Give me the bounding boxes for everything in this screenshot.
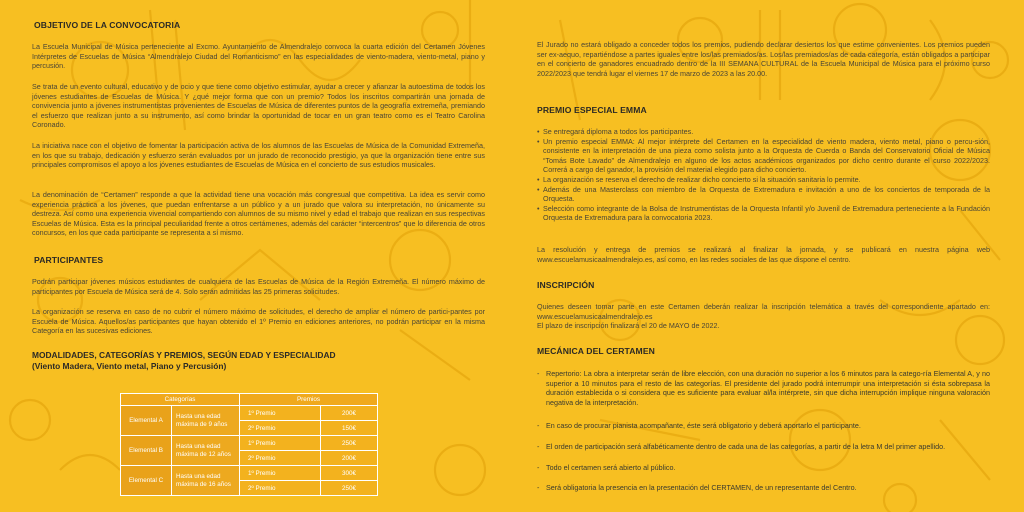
objetivo-paragraph-1: La Escuela Municipal de Música perteneciente al Excmo. Ayuntamiento de Almendralejo convoca la cuarta edición del Certamen Jóvenes Intérpretes de Escuelas de Música “Almendralejo Ciudad del Romanticismo” en las especialidades de viento-madera, viento-metal, piano y percusión. <box>32 42 485 71</box>
list-item: - Será obligatoria la presencia en la presentación del CERTAMEN, de un representante del Centro. <box>537 483 990 493</box>
list-item: • Se entregará diploma a todos los participantes. <box>537 127 990 137</box>
prizes-table <box>120 393 378 496</box>
inscripcion-paragraph: Quienes deseen tomar parte en este Certamen deberán realizar la inscripción telemática a través del correspondiente apartado en: www.escuelamusicaalmendralejo.es <box>537 302 990 321</box>
prize-label-cell: 1º Premio <box>240 466 321 481</box>
prize-value-cell: 250€ <box>321 481 378 496</box>
prize-label-cell: 1º Premio <box>240 436 321 451</box>
mecanica-list <box>537 369 990 493</box>
inscripcion-deadline: El plazo de inscripción finalizará el 20 de MAYO de 2022. <box>537 321 720 330</box>
jurado-paragraph: El Jurado no estará obligado a conceder todos los premios, pudiendo declarar desiertos los que estime convenientes. Los premios pueden ser ex-aequo, repartiéndose a partes iguales entre los/las premiados/as. Los/las premiados/as de cada categoría, están obligados a participar en el concierto de ganadores encuadrado dentro de la III SEMANA CULTURAL de la Escuela Municipal de Música para el próximo curso 2022/2023 que tendrá lugar el viernes 17 de marzo de 2023 a las 20.00. <box>537 40 990 78</box>
list-item: - Todo el certamen será abierto al público. <box>537 463 990 473</box>
age-cell: Hasta una edad máxima de 12 años <box>172 436 240 466</box>
prize-label-cell: 2º Premio <box>240 451 321 466</box>
prize-value-cell: 150€ <box>321 421 378 436</box>
category-cell: Elemental C <box>121 466 172 496</box>
prize-label-cell: 2º Premio <box>240 481 321 496</box>
age-cell: Hasta una edad máxima de 16 años <box>172 466 240 496</box>
list-item: • Además de una Masterclass con miembro de la Orquesta de Extremadura e invitación a uno de los conciertos de temporada de la Orquesta. <box>537 185 990 204</box>
section-title-modalidades: MODALIDADES, CATEGORÍAS Y PREMIOS, SEGÚN EDAD Y ESPECIALIDAD <box>32 350 336 360</box>
list-item: - En caso de procurar pianista acompañante, éste será obligatorio y deberá aportarlo el participante. <box>537 421 990 431</box>
prize-value-cell: 200€ <box>321 451 378 466</box>
prize-value-cell: 250€ <box>321 436 378 451</box>
list-item: • Selección como integrante de la Bolsa de Instrumentistas de la Orquesta Infantil y/o Juvenil de Extremadura perteneciente a la Fundación Orquesta de Extremadura para la convocatoria 2023. <box>537 204 990 223</box>
category-cell: Elemental B <box>121 436 172 466</box>
list-item: • Un premio especial EMMA: Al mejor intérprete del Certamen en la especialidad de viento madera, viento metal, piano o percu-sión, consistente en la interpretación de una pieza como solista junto a la Orquesta de Cuerda o Banda del Conservatorio Oficial de Música “Tomás Bote Lavado” de Almendralejo en alguno de los actos académicos organizados por dicho centro durante el curso 2022/2023. Correrá a cargo del ganador, la provisión del material elegido para dicho concierto. <box>537 137 990 175</box>
prize-value-cell: 300€ <box>321 466 378 481</box>
resolution-paragraph: La resolución y entrega de premios se realizará al finalizar la jornada, y se publicará en nuestra página web www.escuelamusicaalmendralejo.es, así como, en las redes sociales de las que dispone el centro. <box>537 245 990 264</box>
section-title-participantes: PARTICIPANTES <box>34 255 104 265</box>
participantes-paragraph-2: La organización se reserva en caso de no cubrir el número máximo de solicitudes, el derecho de ampliar el número de partici-pantes por Escuela de Música. Aquellos/as participantes que hayan obtenido el 1º Premio en ediciones anteriores, no podrán participar en la misma Categoría en las sucesivas ediciones. <box>32 307 485 336</box>
list-item: - El orden de participación será alfabéticamente dentro de cada una de las categorías, a partir de la letra M del primer apellido. <box>537 442 990 452</box>
section-title-objetivo: OBJETIVO DE LA CONVOCATORIA <box>34 20 181 30</box>
table-row <box>121 406 378 421</box>
section-title-inscripcion: INSCRIPCIÓN <box>537 280 595 290</box>
table-row <box>121 466 378 481</box>
objetivo-paragraph-4: La denominación de “Certamen” responde a que la actividad tiene una vocación más congresual que competitiva. La idea es servir como experiencia práctica a los jóvenes, que puedan enfrentarse a un público y a un jurado que valora su interpretación, no únicamente su destreza. Así como una experiencia vivencial compartiendo con alumnos de su mismo nivel y edad el trabajo que realizan en sus respectivas Escuelas de Música. Esta es la principal peculiaridad frente a otros certámenes, además del carácter “intercentros” que lo diferencia de otros concursos, en los que cada participante se representa a sí mismo. <box>32 190 485 238</box>
modalidades-subtitle: (Viento Madera, Viento metal, Piano y Percusión) <box>32 361 227 371</box>
participantes-paragraph-1: Podrán participar jóvenes músicos estudiantes de cualquiera de las Escuelas de Música de la Región Extremeña. El número máximo de participantes por Escuela de Música será de 4. Solo serán admitidas las 25 primeras solicitudes. <box>32 277 485 296</box>
objetivo-paragraph-2: Se trata de un evento cultural, educativo y de ocio y que tiene como objetivo estimular, ayudar a crecer y afianzar la autoestima de todos los jóvenes estudiantes de Escuelas de Música. Y ¿qué mejor forma que con un premio? Todos los inscritos compartirán una jornada de convivencia junto a jóvenes instrumentistas provenientes de Escuelas de Música de diferentes puntos de la geografía extremeña, premiando el esfuerzo que realizan junto a su instrumento, así como brindar la oportunidad de tocar en un gran teatro como es el Teatro Carolina Coronado. <box>32 82 485 130</box>
age-cell: Hasta una edad máxima de 9 años <box>172 406 240 436</box>
section-title-mecanica: MECÁNICA DEL CERTAMEN <box>537 346 655 356</box>
emma-list <box>537 127 990 223</box>
section-title-premio-emma: PREMIO ESPECIAL EMMA <box>537 105 647 115</box>
objetivo-paragraph-3: La iniciativa nace con el objetivo de fomentar la participación activa de los alumnos de las Escuelas de Música de la Comunidad Extremeña, en los que su trabajo, dedicación y esfuerzo serán evaluados por un jurado de reconocido prestigio, ya que la organización tiene entre sus principales compromisos el apoyo a los jóvenes estudiantes de Escuelas de Música en el concierto de sus estudios musicales. <box>32 141 485 170</box>
prize-label-cell: 1º Premio <box>240 406 321 421</box>
table-header-categorias: Categorías <box>121 394 240 406</box>
list-item: - Repertorio: La obra a interpretar serán de libre elección, con una duración no superior a los 6 minutos para la catego-ría Elemental A, y no superior a 10 minutos para el resto de las categorías. El presidente del jurado podrá interrumpir una interpretación si ésta sobrepasa la duración establecida o si considera que es suficiente para evaluar al/la intérprete, sin que dicha interrupción implique ninguna valoración negativa de la interpretación. <box>537 369 990 407</box>
table-header-premios: Premios <box>240 394 378 406</box>
prize-label-cell: 2º Premio <box>240 421 321 436</box>
list-item: • La organización se reserva el derecho de realizar dicho concierto si la situación sanitaria lo permite. <box>537 175 990 185</box>
category-cell: Elemental A <box>121 406 172 436</box>
prize-value-cell: 200€ <box>321 406 378 421</box>
table-row <box>121 436 378 451</box>
